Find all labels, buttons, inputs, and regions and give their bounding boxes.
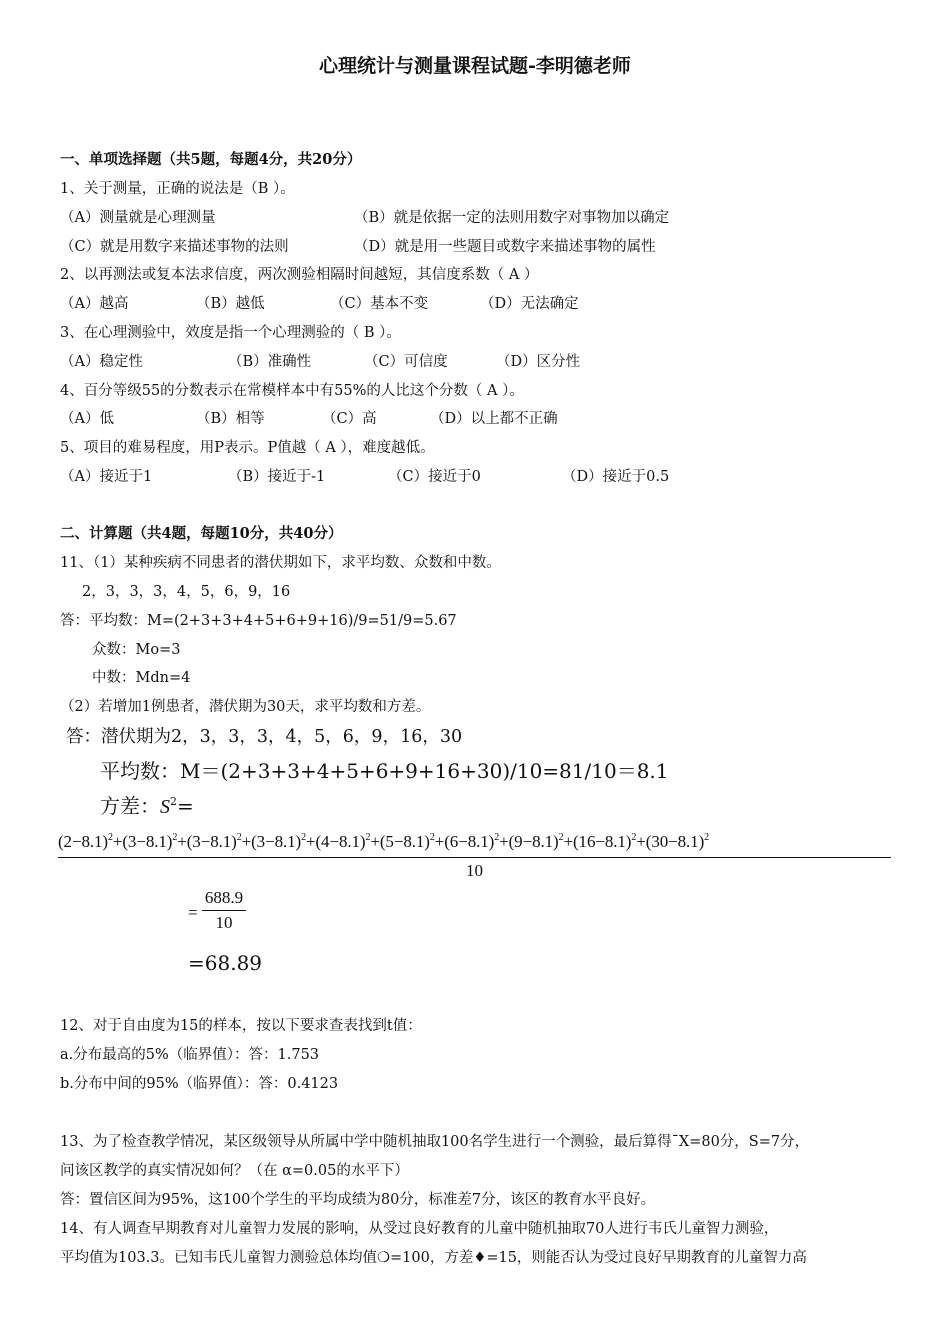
section1-heading: 一、单项选择题（共5题，每题4分，共20分）: [60, 151, 362, 168]
variance-term: $(9-8.1)^2$: [508, 832, 564, 851]
q11-part2-stem: （2）若增加1例患者，潜伏期为30天，求平均数和方差。: [60, 699, 431, 715]
q13-answer: 答：置信区间为95%，这100个学生的平均成绩为80分，标准差7分，该区的教育水平良好。: [60, 1192, 656, 1208]
q2-option-a: （A）越高: [60, 296, 129, 312]
q4-option-d: （D）以上都不正确: [430, 411, 558, 427]
q11-answer-mode: 众数：Mo=3: [92, 642, 181, 658]
q5-stem: 5、项目的难易程度，用P表示。P值越（ A ），难度越低。: [60, 440, 435, 456]
variance-term: $(30-8.1)^2$: [645, 832, 710, 851]
q3-option-c: （C）可信度: [364, 354, 448, 370]
q5-option-b: （B）接近于-1: [228, 469, 326, 485]
variance-term: $(4-8.1)^2$: [315, 832, 371, 851]
q3-stem: 3、在心理测验中，效度是指一个心理测验的（ B ）。: [60, 325, 401, 341]
q3-option-d: （D）区分性: [496, 354, 581, 370]
simplified-numerator: 688.9: [204, 888, 244, 907]
q11-stem: 11、（1）某种疾病不同患者的潜伏期如下，求平均数、众数和中数。: [60, 555, 501, 571]
section2-heading: 二、计算题（共4题，每题10分，共40分）: [60, 525, 343, 542]
variance-term: $(16-8.1)^2$: [573, 832, 637, 851]
variance-label: 方差：: [100, 794, 160, 818]
variance-term: $(3-8.1)^2$: [186, 832, 242, 851]
q3-option-a: （A）稳定性: [60, 354, 143, 370]
q13-line1: 13、为了检查教学情况，某区级领导从所属中学中随机抽取100名学生进行一个测验，最后算得ˉX=80分，S=7分，: [60, 1134, 810, 1150]
variance-numerator: $(2-8.1)^2+(3-8.1)^2+(3-8.1)^2+(3-8.1)^2+(4-8.1)^2+(5-8.1)^2+(6-8.1)^2+(9-8.1)^2+(16-8.1)^2+(30-8.1)^2$: [58, 832, 710, 851]
simplified-fraction-bar: [202, 910, 246, 911]
q1-option-a: （A）测量就是心理测量: [60, 210, 216, 226]
simplified-denominator: 10: [215, 913, 233, 932]
page-title: 心理统计与测量课程试题-李明德老师: [319, 55, 631, 77]
q14-line1: 14、有人调查早期教育对儿童智力发展的影响，从受过良好教育的儿童中随机抽取70人进行韦氏儿童智力测验，: [60, 1221, 779, 1237]
q4-option-b: （B）相等: [196, 411, 265, 427]
q12-answer-a: a.分布最高的5%（临界值）：答：1.753: [60, 1047, 320, 1063]
q13-line2: 问该区教学的真实情况如何？（在 α=0.05的水平下）: [60, 1163, 409, 1179]
q1-option-b: （B）就是依据一定的法则用数字对事物加以确定: [354, 210, 670, 226]
variance-exponent: 2: [170, 795, 177, 808]
variance-term: $(3-8.1)^2$: [251, 832, 306, 851]
variance-term: $(5-8.1)^2$: [379, 832, 435, 851]
q5-option-d: （D）接近于0.5: [562, 469, 670, 485]
q11-answer-median: 中数：Mdn=4: [92, 670, 191, 686]
q5-option-a: （A）接近于1: [60, 469, 153, 485]
q2-option-d: （D）无法确定: [480, 296, 579, 312]
q1-option-c: （C）就是用数字来描述事物的法则: [60, 239, 289, 255]
q11-data: 2，3，3，3，4，5，6，9，16: [82, 584, 291, 600]
variance-denominator: 10: [466, 861, 483, 880]
q3-option-b: （B）准确性: [228, 354, 312, 370]
q14-line2: 平均值为103.3。已知韦氏儿童智力测验总体均值❍=100，方差♦=15，则能否认为受过良好早期教育的儿童智力高: [60, 1250, 807, 1266]
variance-term: $(2-8.1)^2$: [58, 832, 113, 851]
variance-term: $(3-8.1)^2$: [122, 832, 178, 851]
variance-term: $(6-8.1)^2$: [444, 832, 500, 851]
q12-answer-b: b.分布中间的95%（临界值）：答：0.4123: [60, 1076, 339, 1092]
variance-equals: =: [177, 794, 194, 818]
q2-stem: 2、以再测法或复本法求信度，两次测验相隔时间越短，其信度系数（ A ）: [60, 267, 539, 283]
variance-label-line: [100, 792, 194, 821]
q4-stem: 4、百分等级55的分数表示在常模样本中有55%的人比这个分数（ A ）。: [60, 383, 524, 399]
q4-option-c: （C）高: [322, 411, 377, 427]
simplified-equals: =: [188, 903, 198, 922]
q4-option-a: （A）低: [60, 411, 114, 427]
variance-result: =68.89: [188, 951, 263, 975]
q5-option-c: （C）接近于0: [388, 469, 481, 485]
q1-option-d: （D）就是用一些题目或数字来描述事物的属性: [354, 239, 656, 255]
variance-symbol: S: [160, 796, 170, 818]
q11-part2-mean: 平均数：M＝(2+3+3+4+5+6+9+16+30)/10=81/10＝8.1: [100, 759, 669, 783]
fraction-bar: [58, 857, 891, 858]
q12-stem: 12、对于自由度为15的样本，按以下要求查表找到t值：: [60, 1018, 422, 1034]
q2-option-b: （B）越低: [196, 296, 265, 312]
q1-stem: 1、关于测量，正确的说法是（B ）。: [60, 181, 295, 197]
q11-part2-data: 答：潜伏期为2，3，3，3，4，5，6，9，16，30: [66, 727, 463, 747]
q2-option-c: （C）基本不变: [330, 296, 429, 312]
q11-answer-mean: 答：平均数：M=(2+3+3+4+5+6+9+16)/9=51/9=5.67: [60, 613, 457, 629]
